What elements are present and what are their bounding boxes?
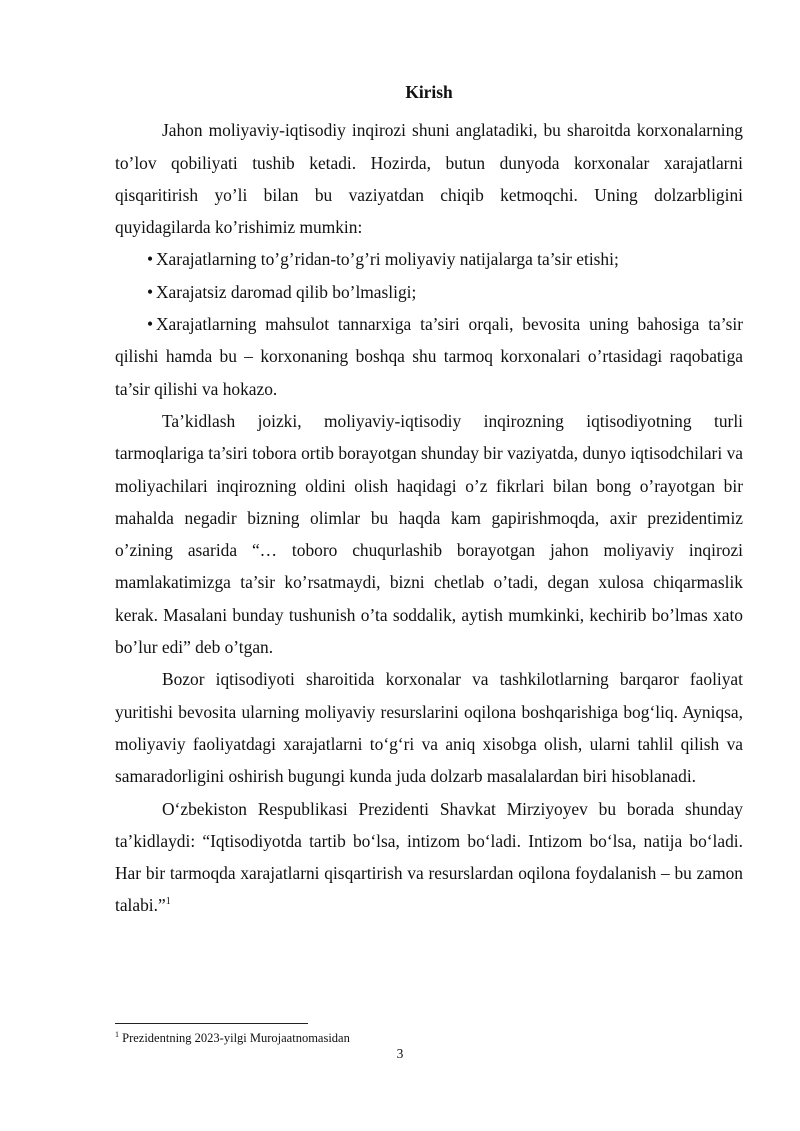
paragraph-crisis: Ta’kidlash joizki, moliyaviy-iqtisodiy inqirozning iqtisodiyotning turli tarmoqlariga ta’siri tobora ortib borayotgan shunday bir vaziyatda, dunyo iqtisodchilari va moliyachilari inqirozning oldini olish haqidagi o’z fikrlari bilan bong o’rayotgan bir mahalda negadir bizning olimlar bu haqda kam gapirishmoqda, axir prezidentimiz o’zining asarida “… toboro chuqurlashib borayotgan jahon moliyaviy inqirozi mamlakatimizga ta’sir ko’rsatmaydi, bizni chetlab o’tadi, degan xulosa chiqarmaslik kerak. Masalani bunday tushunish o’ta soddalik, aytish mumkinki, kechirib bo’lmas xato bo’lur edi” deb o’tgan. [115, 410, 743, 658]
quote-text: O‘zbekiston Respublikasi Prezidenti Shavkat Mirziyoyev bu borada shunday ta’kidlaydi: “Iqtisodiyotda tartib bo‘lsa, intizom bo‘ladi. Intizom bo‘lsa, natija bo‘ladi. Har bir tarmoqda xarajatlarni qisqartirish va resurslardan oqilona foydalanish – bu zamon talabi.” [115, 798, 743, 916]
footnote-divider [115, 1023, 308, 1024]
page-body [115, 76, 743, 922]
section-title: Kirish [405, 82, 453, 102]
bullet-list [115, 243, 743, 404]
footnote-reference[interactable]: 1 [165, 896, 171, 908]
bullet-icon: • [147, 281, 154, 302]
paragraph-market: Bozor iqtisodiyoti sharoitida korxonalar va tashkilotlarning barqaror faoliyat yuritishi bevosita ularning moliyaviy resurslarini oqilona boshqarishiga bog‘liq. Ayniqsa, moliyaviy faoliyatdagi xarajatlarni to‘g‘ri va aniq xisobga olish, ularni tahlil qilish va samaradorligini oshirish bugungi kunda juda dolzarb masalalardan biri hisoblanadi. [115, 669, 743, 787]
list-item-text: Xarajatsiz daromad qilib bo’lmasligi; [156, 281, 417, 302]
paragraph-intro: Jahon moliyaviy-iqtisodiy inqirozi shuni anglatadiki, bu sharoitda korxonalarning to’lov qobiliyati tushib ketadi. Hozirda, butun dunyoda korxonalar xarajatlarni qisqaritirish yo’li bilan bu vaziyatdan chiqib ketmoqchi. Uning dolzarbligini quyidagilarda ko’rishimiz mumkin: [115, 120, 743, 238]
page-number: 3 [396, 1046, 404, 1061]
list-item-text: Xarajatlarning mahsulot tannarxiga ta’siri orqali, bevosita uning bahosiga ta’sir qilishi hamda bu – korxonaning boshqa shu tarmoq korxonalari o’rtasidagi raqobatiga ta’sir qilishi va hokazo. [115, 314, 743, 399]
list-item [115, 308, 743, 405]
paragraph-president-quote [115, 793, 743, 922]
list-item [115, 243, 743, 275]
footnote-number: 1 [115, 1029, 119, 1039]
bullet-icon: • [147, 314, 154, 335]
list-item-text: Xarajatlarning to’g’ridan-to’g’ri moliyaviy natijalarga ta’sir etishi; [156, 249, 619, 270]
footnote-text: Prezidentning 2023-yilgi Murojaatnomasidan [122, 1031, 350, 1045]
bullet-icon: • [147, 249, 154, 270]
footnote [115, 1030, 350, 1046]
list-item [115, 276, 743, 308]
